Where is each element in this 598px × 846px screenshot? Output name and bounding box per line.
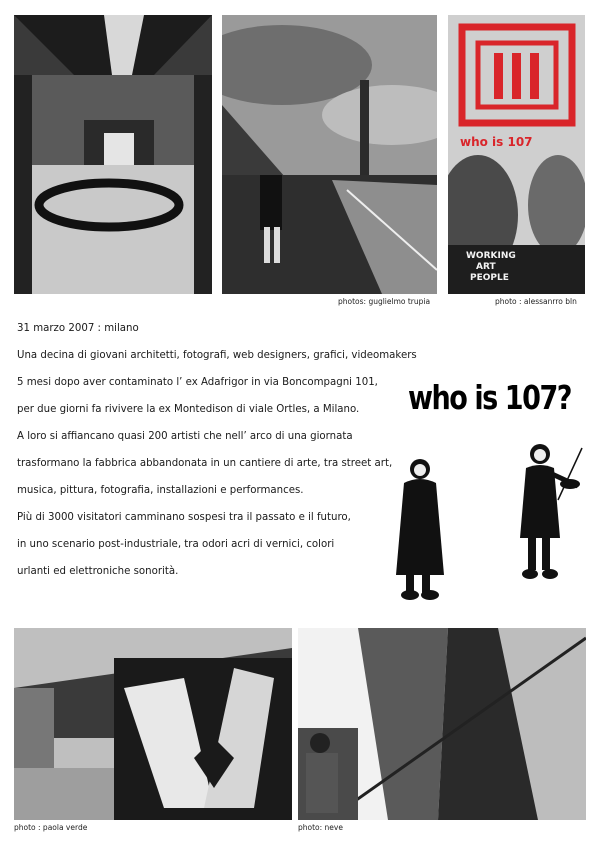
article-line: Una decina di giovani architetti, fotografi, web designers, grafici, videomakers xyxy=(17,350,417,361)
stencil-art-text: ART xyxy=(476,262,496,272)
photo-warehouse-interior xyxy=(14,15,212,294)
photo-credit-bottom-right: photo: neve xyxy=(298,823,343,832)
article-line: per due giorni fa rivivere la ex Montedison di viale Ortles, a Milano. xyxy=(17,404,360,415)
stencil-figure-violinist xyxy=(512,440,584,588)
article-line: in uno scenario post-industriale, tra odori acri di vernici, colori xyxy=(17,539,335,550)
photo-credit-bottom-left: photo : paola verde xyxy=(14,823,88,832)
stencil-figure-standing-man xyxy=(386,455,448,605)
article-line: A loro si affiancano quasi 200 artisti che nell’ arco di una giornata xyxy=(17,431,353,442)
article-line: 5 mesi dopo aver contaminato l’ ex Adafrigor in via Boncompagni 101, xyxy=(17,377,378,388)
photo-credit-top-center: photos: guglielmo trupia xyxy=(338,297,431,306)
stencil-working-text: WORKING xyxy=(466,251,516,261)
article-line: musica, pittura, fotografia, installazioni e performances. xyxy=(17,485,304,496)
photo-girders-figure xyxy=(298,628,586,820)
stencil-people-text: PEOPLE xyxy=(470,273,509,283)
article-line: urlanti ed elettroniche sonorità. xyxy=(17,566,179,577)
photo-stencil-wall xyxy=(448,15,585,294)
headline-who-is-107: who is 107? xyxy=(408,378,572,417)
article-line: trasformano la fabbrica abbandonata in un cantiere di arte, tra street art, xyxy=(17,458,393,469)
article-line: Più di 3000 visitatori camminano sospesi tra il passato e il futuro, xyxy=(17,512,351,523)
photo-hands-triangle xyxy=(14,628,292,820)
photo-credit-top-right: photo : alessanrro bln xyxy=(495,297,577,306)
article-date-line: 31 marzo 2007 : milano xyxy=(17,323,139,334)
stencil-who-is-107-text: who is 107 xyxy=(460,135,533,149)
photo-rooftop-chimney xyxy=(222,15,437,294)
